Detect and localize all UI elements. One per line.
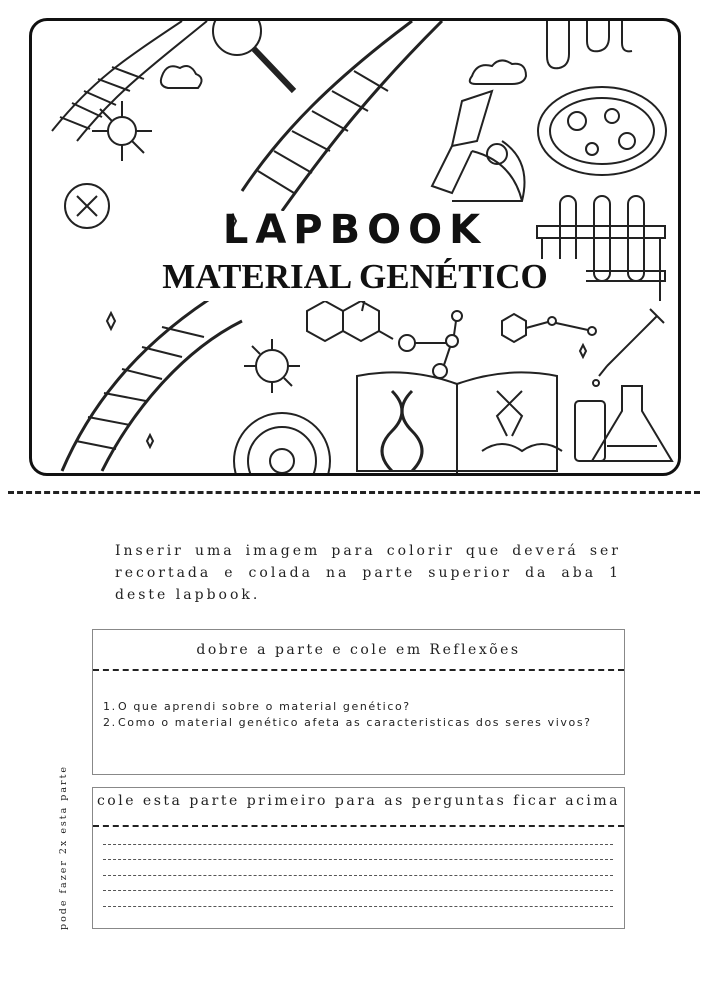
question-text: O que aprendi sobre o material genético? [118,700,411,713]
cell-icon [234,413,330,473]
hand-icon [547,21,632,68]
book-icon [357,372,562,473]
writing-line [103,890,613,891]
question-number: 1. [103,700,117,713]
writing-line [103,906,613,907]
cloud-icon [470,60,526,84]
question-item [103,715,615,731]
flap-header: dobre a parte e cole em Reflexões [196,642,521,658]
writing-line [103,844,613,845]
cut-line [8,491,700,494]
question-text: Como o material genético afeta as caracteristicas dos seres vivos? [118,716,592,729]
cover-title: LAPBOOK [222,207,488,253]
molecule-icon [399,311,462,378]
instruction-text: Inserir uma imagem para colorir que deverá ser recortada e colada na parte superior da aba 1 deste lapbook. [115,543,621,603]
beaker-icon [575,401,605,461]
reflection-flap [92,629,625,775]
cover-illustration [29,18,681,476]
answer-flap [92,787,625,929]
writing-line [103,875,613,876]
dropper-icon [593,309,664,386]
question-number: 2. [103,716,117,729]
fold-line [93,825,624,827]
cell-icon [92,101,152,161]
question-list [103,699,615,731]
question-item [103,699,615,715]
fold-line [93,669,624,671]
magnifier-icon [213,21,294,91]
virus-icon [244,339,300,393]
flap-header: cole esta parte primeiro para as perguntas ficar acima [96,793,621,809]
writing-line [103,859,613,860]
petri-dish-icon [538,87,666,175]
side-note: pode fazer 2x esta parte [58,764,69,930]
dna-helix-icon [52,21,207,141]
microscope-icon [432,91,525,201]
cloud-icon [161,66,202,88]
cover-subtitle: MATERIAL GENÉTICO [162,257,548,296]
